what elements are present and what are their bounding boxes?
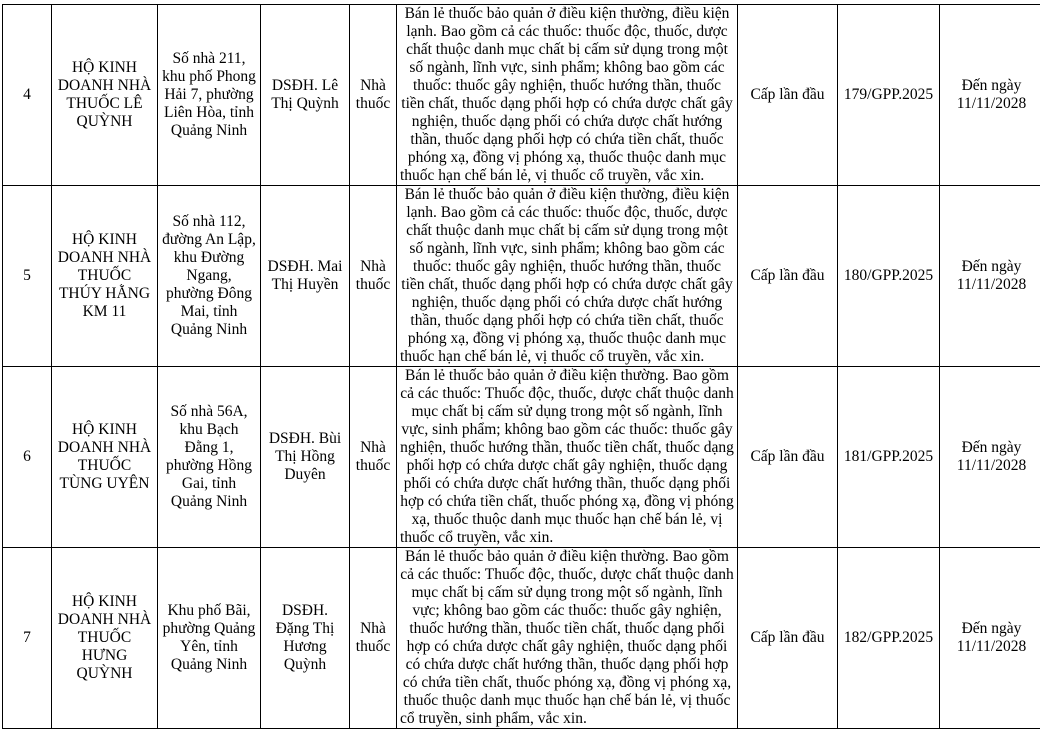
address: Số nhà 112, đường An Lập, khu Đường Ngang, phường Đông Mai, tỉnh Quảng Ninh (158, 186, 261, 367)
address: Số nhà 56A, khu Bạch Đằng 1, phường Hồng Gai, tỉnh Quảng Ninh (158, 367, 261, 548)
establishment-type: Nhà thuốc (350, 5, 397, 186)
business-name: HỘ KINH DOANH NHÀ THUỐC TÙNG UYÊN (52, 367, 158, 548)
certificate-number: 179/GPP.2025 (838, 5, 940, 186)
business-name: HỘ KINH DOANH NHÀ THUỐC LÊ QUỲNH (52, 5, 158, 186)
business-name: HỘ KINH DOANH NHÀ THUỐC THÚY HẰNG KM 11 (52, 186, 158, 367)
row-number: 5 (3, 186, 52, 367)
establishment-type: Nhà thuốc (350, 548, 397, 729)
issuance-form: Cấp lần đầu (738, 186, 838, 367)
validity-date: Đến ngày 11/11/2028 (940, 367, 1040, 548)
validity-date: Đến ngày 11/11/2028 (940, 548, 1040, 729)
row-number: 7 (3, 548, 52, 729)
table-row (3, 367, 1040, 548)
issuance-form: Cấp lần đầu (738, 367, 838, 548)
business-scope: Bán lẻ thuốc bảo quản ở điều kiện thường. Bao gồm cả các thuốc: Thuốc độc, thuốc, dược chất thuộc danh mục chất bị cấm sử dụng trong một số ngành, lĩnh vực; không bao gồm các thuốc: thuốc gây nghiện, thuốc hướng thần, thuốc tiền chất, thuốc dạng phối hợp có chứa dược chất gây nghiện, thuốc dạng phối có chứa dược chất hướng thần, thuốc dạng phối hợp có chứa tiền chất, thuốc phóng xạ, đồng vị phóng xạ, thuốc thuộc danh mục thuốc hạn chế bán lẻ, vị thuốc cổ truyền, sinh phẩm, vắc xin. (397, 548, 738, 729)
pharmacy-license-table (2, 4, 1040, 729)
certificate-number: 180/GPP.2025 (838, 186, 940, 367)
certificate-number: 181/GPP.2025 (838, 367, 940, 548)
business-scope: Bán lẻ thuốc bảo quản ở điều kiện thường, điều kiện lạnh. Bao gồm cả các thuốc: thuốc độc, thuốc, dược chất thuộc danh mục chất bị cấm sử dụng trong một số ngành, lĩnh vực, sinh phẩm; không bao gồm các thuốc: thuốc gây nghiện, thuốc hướng thần, thuốc tiền chất, thuốc dạng phối hợp có chứa dược chất gây nghiện, thuốc dạng phối có chứa dược chất hướng thần, thuốc dạng phối hợp có chứa tiền chất, thuốc phóng xạ, đồng vị phóng xạ, thuốc thuộc danh mục thuốc hạn chế bán lẻ, vị thuốc cổ truyền, vắc xin. (397, 186, 738, 367)
responsible-pharmacist: DSĐH. Lê Thị Quỳnh (261, 5, 350, 186)
certificate-number: 182/GPP.2025 (838, 548, 940, 729)
responsible-pharmacist: DSĐH. Đặng Thị Hương Quỳnh (261, 548, 350, 729)
issuance-form: Cấp lần đầu (738, 548, 838, 729)
row-number: 6 (3, 367, 52, 548)
table-row (3, 5, 1040, 186)
address: Số nhà 211, khu phố Phong Hải 7, phường Liên Hòa, tỉnh Quảng Ninh (158, 5, 261, 186)
validity-date: Đến ngày 11/11/2028 (940, 5, 1040, 186)
responsible-pharmacist: DSĐH. Bùi Thị Hồng Duyên (261, 367, 350, 548)
issuance-form: Cấp lần đầu (738, 5, 838, 186)
address: Khu phố Bãi, phường Quảng Yên, tỉnh Quảng Ninh (158, 548, 261, 729)
establishment-type: Nhà thuốc (350, 186, 397, 367)
validity-date: Đến ngày 11/11/2028 (940, 186, 1040, 367)
table-row (3, 186, 1040, 367)
business-scope: Bán lẻ thuốc bảo quản ở điều kiện thường. Bao gồm cả các thuốc: Thuốc độc, thuốc, dược chất thuộc danh mục chất bị cấm sử dụng trong một số ngành, lĩnh vực, sinh phẩm; không bao gồm các thuốc: thuốc gây nghiện, thuốc hướng thần, thuốc tiền chất, thuốc dạng phối hợp có chứa dược chất gây nghiện, thuốc dạng phối có chứa dược chất hướng thần, thuốc dạng phối hợp có chứa tiền chất, thuốc phóng xạ, đồng vị phóng xạ, thuốc thuộc danh mục thuốc hạn chế bán lẻ, vị thuốc cổ truyền, vắc xin. (397, 367, 738, 548)
establishment-type: Nhà thuốc (350, 367, 397, 548)
business-scope: Bán lẻ thuốc bảo quản ở điều kiện thường, điều kiện lạnh. Bao gồm cả các thuốc: thuốc độc, thuốc, dược chất thuộc danh mục chất bị cấm sử dụng trong một số ngành, lĩnh vực, sinh phẩm; không bao gồm các thuốc: thuốc gây nghiện, thuốc hướng thần, thuốc tiền chất, thuốc dạng phối hợp có chứa dược chất gây nghiện, thuốc dạng phối có chứa dược chất hướng thần, thuốc dạng phối hợp có chứa tiền chất, thuốc phóng xạ, đồng vị phóng xạ, thuốc thuộc danh mục thuốc hạn chế bán lẻ, vị thuốc cổ truyền, vắc xin. (397, 5, 738, 186)
business-name: HỘ KINH DOANH NHÀ THUỐC HƯNG QUỲNH (52, 548, 158, 729)
row-number: 4 (3, 5, 52, 186)
table-row (3, 548, 1040, 729)
responsible-pharmacist: DSĐH. Mai Thị Huyền (261, 186, 350, 367)
